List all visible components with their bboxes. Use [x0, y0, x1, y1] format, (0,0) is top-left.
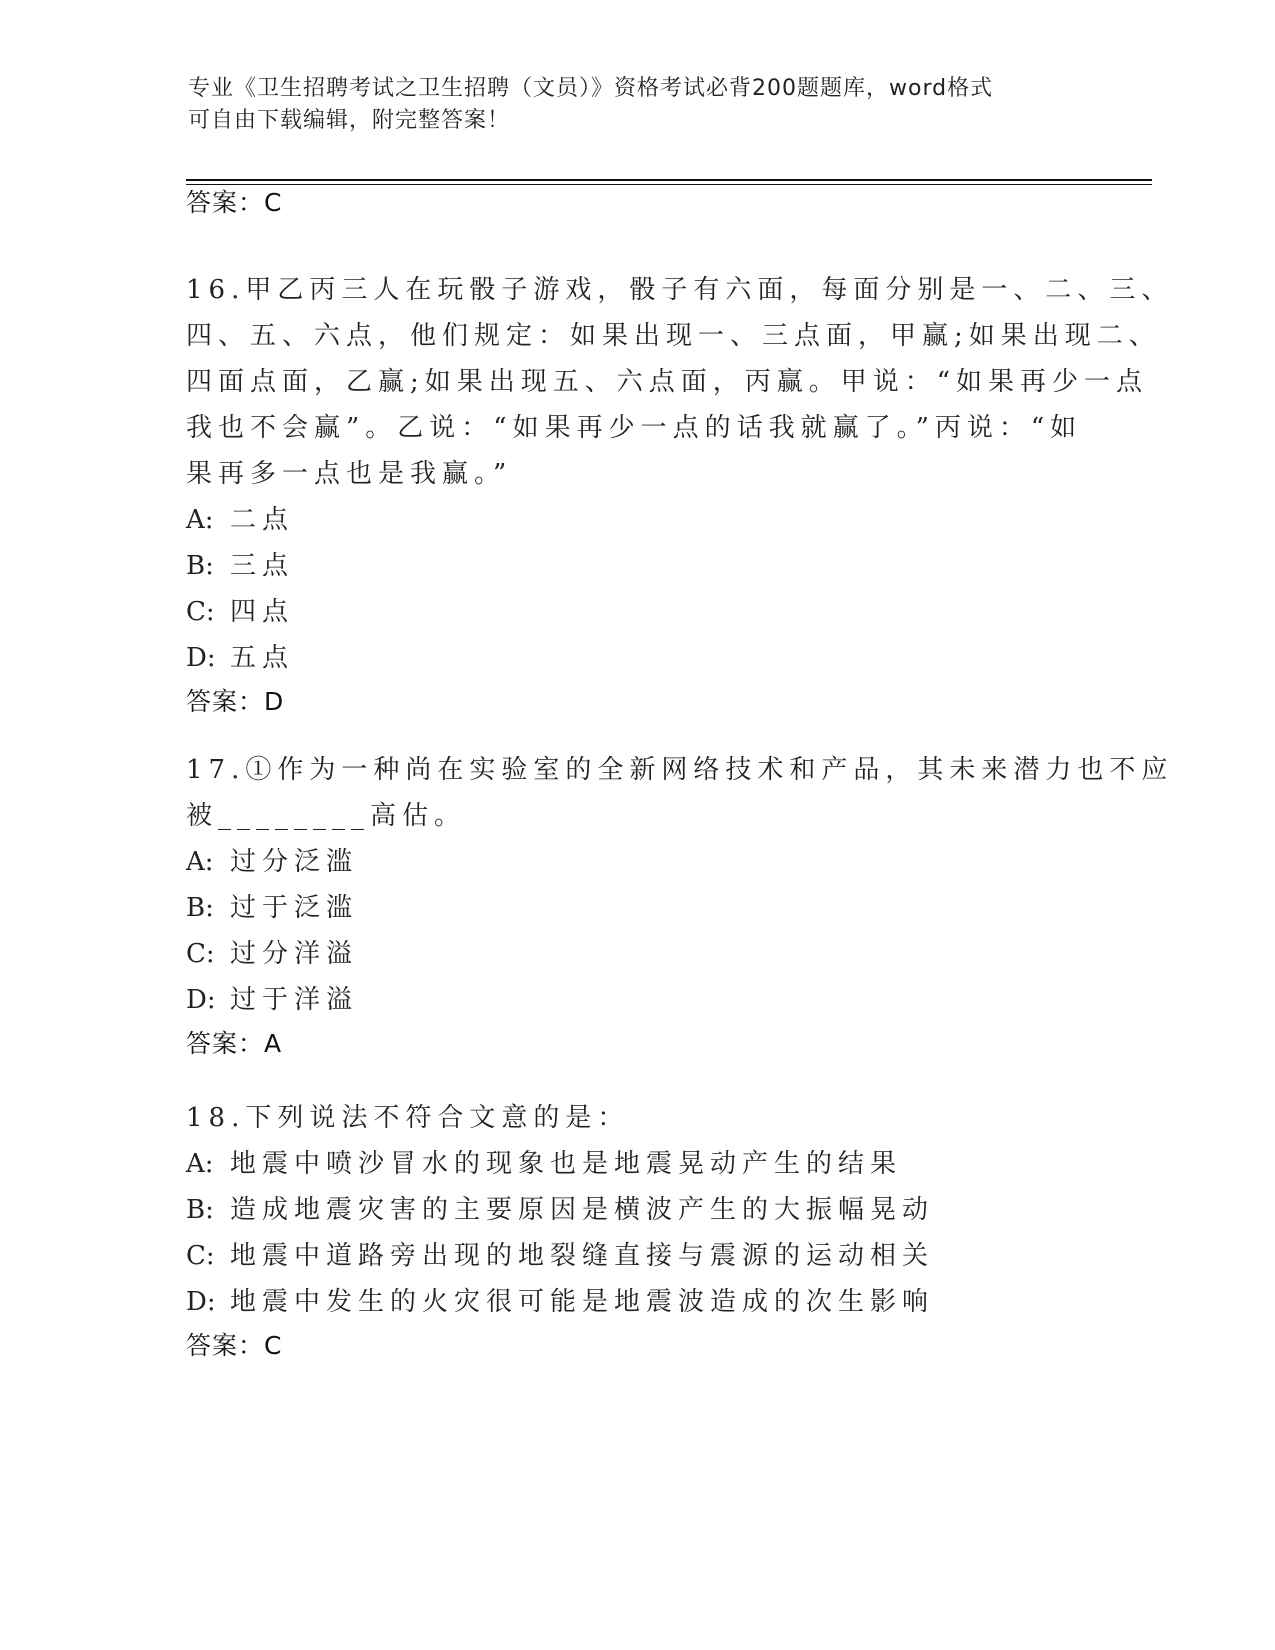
question-text-line: 四面点面，乙赢;如果出现五、六点面，丙赢。甲说：“如果再少一点: [186, 367, 1149, 397]
option-text: 四点: [230, 597, 295, 627]
header-line-1: 专业《卫生招聘考试之卫生招聘（文员）》资格考试必背200题题库，word格式: [188, 76, 994, 101]
option-key: A:: [186, 847, 214, 877]
answer-line: 答案：C: [186, 1331, 283, 1360]
header-line-2: 可自由下载编辑，附完整答案！: [188, 108, 511, 133]
answer-line: 答案：D: [186, 687, 285, 716]
option-c: [186, 1233, 1086, 1279]
question-text-line: 被________高估。: [186, 801, 467, 831]
option-text: 五点: [230, 643, 295, 673]
option-text: 三点: [230, 551, 295, 581]
option-text: 地震中道路旁出现的地裂缝直接与震源的运动相关: [230, 1241, 935, 1271]
option-a: [186, 839, 1086, 885]
option-key: A:: [186, 505, 214, 535]
option-d: [186, 1279, 1086, 1325]
option-a: [186, 497, 1086, 543]
option-a: [186, 1141, 1086, 1187]
header-rule-thick: [186, 179, 1152, 181]
previous-answer-block: [186, 186, 1086, 220]
option-key: B:: [186, 1195, 214, 1225]
question-16: [186, 267, 1174, 719]
option-key: B:: [186, 893, 214, 923]
question-text-line: 16.甲乙丙三人在玩骰子游戏，骰子有六面，每面分别是一、二、三、: [186, 275, 1174, 305]
option-key: C:: [186, 1241, 215, 1271]
option-text: 过于泛滥: [230, 893, 359, 923]
option-key: D:: [186, 1287, 216, 1317]
question-text-line: 四、五、六点，他们规定：如果出现一、三点面，甲赢;如果出现二、: [186, 321, 1161, 351]
option-key: B:: [186, 551, 214, 581]
option-d: [186, 635, 1086, 681]
option-text: 过分泛滥: [230, 847, 359, 877]
option-key: D:: [186, 985, 216, 1015]
option-text: 造成地震灾害的主要原因是横波产生的大振幅晃动: [230, 1195, 935, 1225]
option-text: 地震中喷沙冒水的现象也是地震晃动产生的结果: [230, 1149, 903, 1179]
option-text: 过分洋溢: [230, 939, 359, 969]
header-rule-thin: [186, 184, 1152, 185]
question-17: [186, 747, 1174, 1061]
question-text-line: 18.下列说法不符合文意的是：: [186, 1103, 630, 1133]
option-key: A:: [186, 1149, 214, 1179]
document-header: [188, 73, 1068, 137]
option-key: C:: [186, 597, 215, 627]
answer-line: 答案：C: [186, 188, 283, 217]
option-b: [186, 1187, 1086, 1233]
option-d: [186, 977, 1086, 1023]
question-text-line: 果再多一点也是我赢。”: [186, 459, 513, 489]
option-key: D:: [186, 643, 216, 673]
option-text: 地震中发生的火灾很可能是地震波造成的次生影响: [230, 1287, 935, 1317]
option-b: [186, 885, 1086, 931]
question-text-line: 17.①作为一种尚在实验室的全新网络技术和产品，其未来潜力也不应: [186, 755, 1174, 785]
option-text: 过于洋溢: [230, 985, 359, 1015]
question-text-line: 我也不会赢”。乙说：“如果再少一点的话我就赢了。”丙说：“如: [186, 413, 1083, 443]
option-text: 二点: [230, 505, 295, 535]
option-c: [186, 931, 1086, 977]
question-18: [186, 1095, 1086, 1363]
option-b: [186, 543, 1086, 589]
option-c: [186, 589, 1086, 635]
option-key: C:: [186, 939, 215, 969]
answer-line: 答案：A: [186, 1029, 283, 1058]
